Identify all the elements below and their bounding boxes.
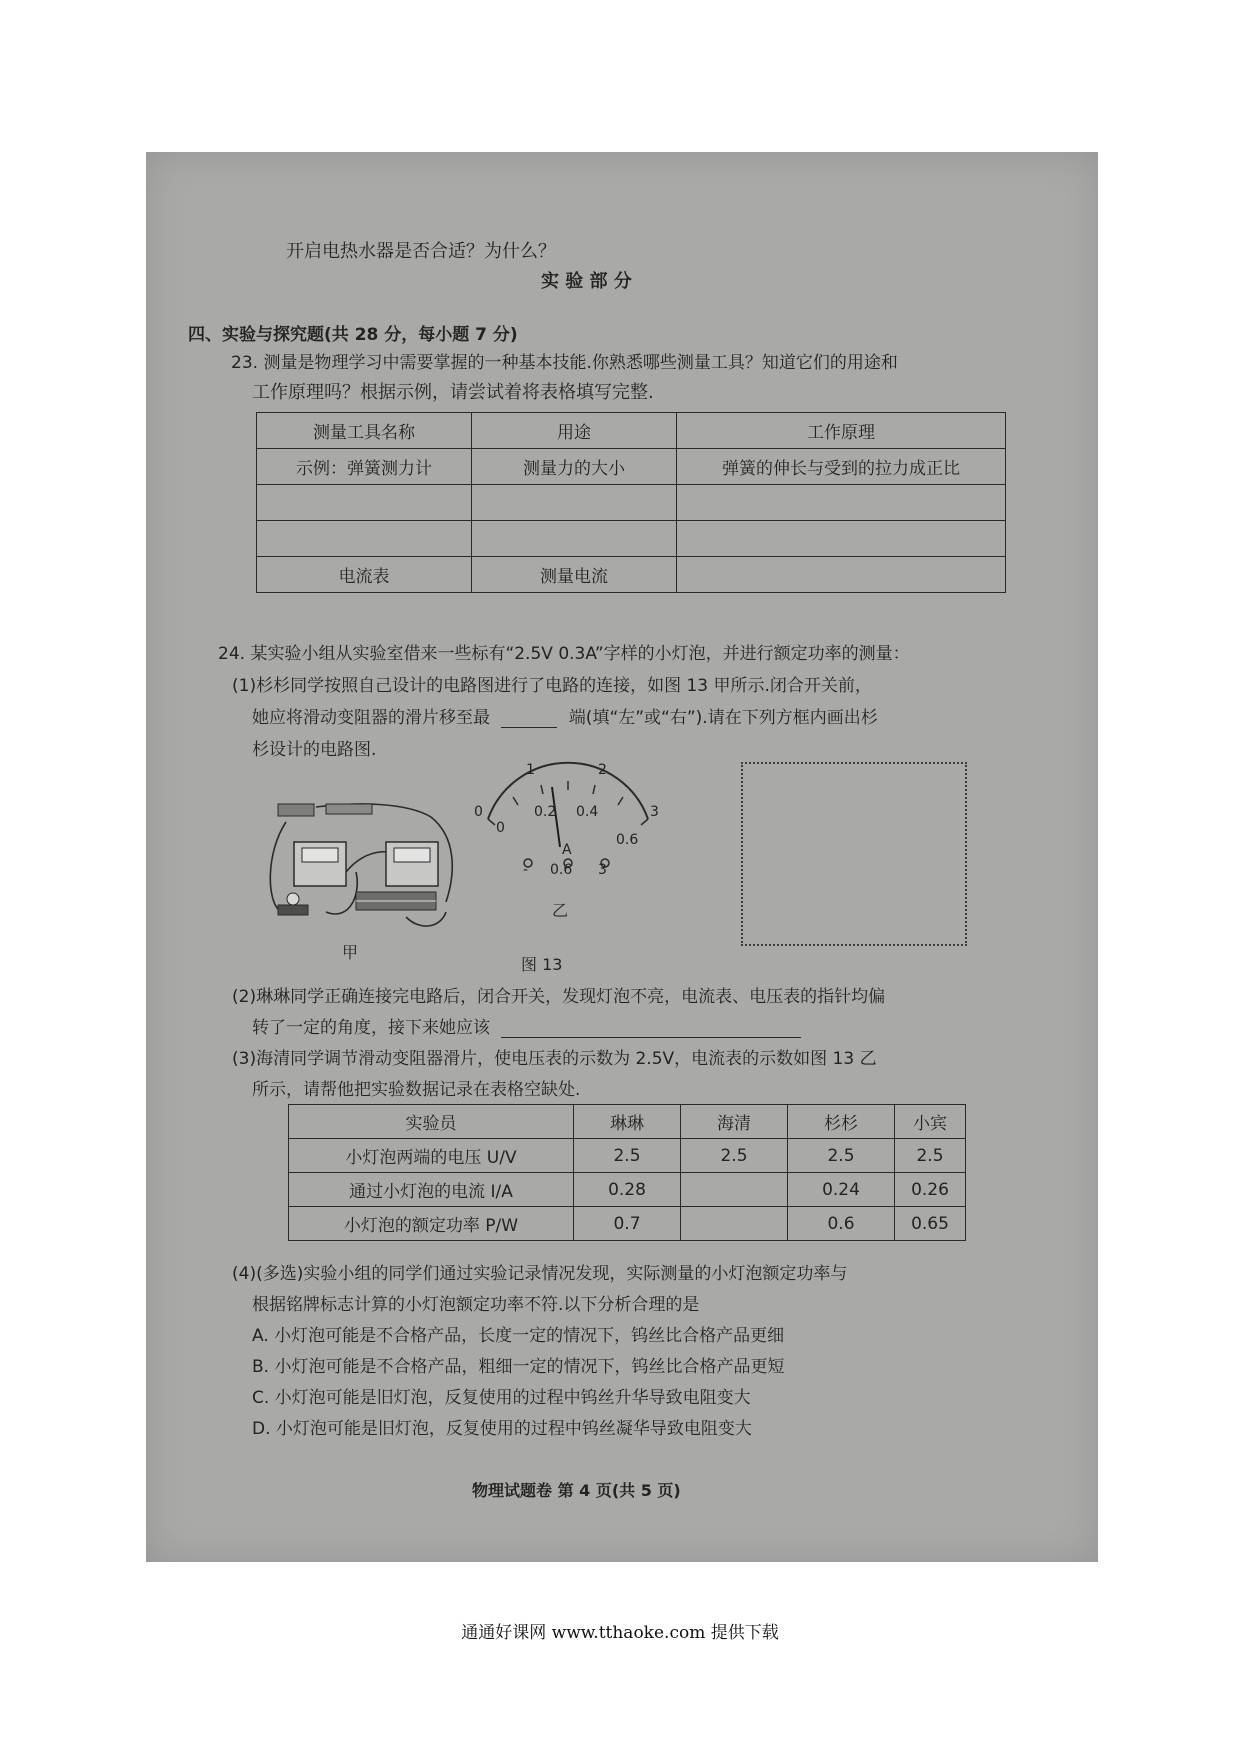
circuit-diagram-jia bbox=[256, 762, 476, 937]
table-cell: 测量电流 bbox=[472, 557, 677, 593]
table-header-cell: 海清 bbox=[681, 1105, 788, 1139]
meter-inner-tick-label: 0.2 bbox=[534, 804, 557, 820]
meter-inner-tick-label: 0.4 bbox=[576, 804, 599, 820]
table-cell: 0.7 bbox=[574, 1207, 681, 1241]
q24-part1-line2 bbox=[252, 703, 878, 728]
figure-label-jia: 甲 bbox=[342, 943, 359, 962]
part2-text: 转了一定的角度，接下来她应该 bbox=[252, 1018, 490, 1038]
table-row-blank bbox=[257, 485, 1006, 521]
table-cell: 电流表 bbox=[257, 557, 472, 593]
q24-part3-line2: 所示，请帮他把实验数据记录在表格空缺处. bbox=[252, 1080, 581, 1100]
q24-part1-line3: 杉设计的电路图. bbox=[252, 740, 377, 760]
q24-intro: 24. 某实验小组从实验室借来一些标有“2.5V 0.3A”字样的小灯泡，并进行额定功率的测量： bbox=[218, 644, 910, 664]
table-header-cell: 用途 bbox=[472, 413, 677, 449]
q24-part3-line1: (3)海清同学调节滑动变阻器滑片，使电压表的示数为 2.5V，电流表的示数如图 13 乙 bbox=[232, 1049, 877, 1069]
section-title: 实 验 部 分 bbox=[541, 271, 632, 292]
table-cell: 0.65 bbox=[895, 1207, 966, 1241]
table-row-blank bbox=[257, 521, 1006, 557]
q24-part4-line1: (4)(多选)实验小组的同学们通过实验记录情况发现，实际测量的小灯泡额定功率与 bbox=[232, 1264, 848, 1284]
experiment-data-table bbox=[288, 1104, 966, 1241]
option-a[interactable]: A. 小灯泡可能是不合格产品，长度一定的情况下，钨丝比合格产品更细 bbox=[252, 1326, 785, 1346]
table-header-row bbox=[289, 1105, 966, 1139]
table-cell-blank-current[interactable] bbox=[681, 1173, 788, 1207]
table-cell: 0.26 bbox=[895, 1173, 966, 1207]
table-cell: 弹簧的伸长与受到的拉力成正比 bbox=[677, 449, 1006, 485]
q24-part2-line1: (2)琳琳同学正确连接完电路后，闭合开关，发现灯泡不亮，电流表、电压表的指针均偏 bbox=[232, 987, 886, 1007]
measurement-tools-table bbox=[256, 412, 1006, 593]
table-cell bbox=[677, 557, 1006, 593]
q23-line2: 工作原理吗？根据示例，请尝试着将表格填写完整. bbox=[252, 382, 654, 403]
meter-terminal-label: 3 bbox=[598, 862, 607, 878]
part1-text-b: 端(填“左”或“右”).请在下列方框内画出杉 bbox=[568, 708, 878, 728]
meter-terminal-label: - bbox=[523, 862, 529, 878]
answer-blank-next-step[interactable] bbox=[501, 1037, 801, 1038]
table-header-cell: 琳琳 bbox=[574, 1105, 681, 1139]
table-header-cell: 实验员 bbox=[289, 1105, 574, 1139]
table-cell: 2.5 bbox=[895, 1139, 966, 1173]
answer-blank-direction[interactable] bbox=[501, 727, 557, 728]
meter-outer-tick-label: 2 bbox=[598, 762, 607, 778]
table-cell: 示例：弹簧测力计 bbox=[257, 449, 472, 485]
table-row bbox=[289, 1173, 966, 1207]
meter-terminal-label: 0.6 bbox=[550, 862, 573, 878]
meter-inner-tick-label: 0.6 bbox=[616, 832, 639, 848]
table-row bbox=[257, 557, 1006, 593]
q24-part4-line2: 根据铭牌标志计算的小灯泡额定功率不符.以下分析合理的是 bbox=[252, 1295, 700, 1315]
table-header-cell: 杉杉 bbox=[788, 1105, 895, 1139]
table-cell: 0.24 bbox=[788, 1173, 895, 1207]
table-row bbox=[257, 449, 1006, 485]
part1-text-a: 她应将滑动变阻器的滑片移至最 bbox=[252, 708, 490, 728]
table-header-cell: 工作原理 bbox=[677, 413, 1006, 449]
table-cell: 小灯泡的额定功率 P/W bbox=[289, 1207, 574, 1241]
figure-label-yi: 乙 bbox=[552, 901, 569, 920]
q24-part1-line1: (1)杉杉同学按照自己设计的电路图进行了电路的连接，如图 13 甲所示.闭合开关前， bbox=[232, 676, 872, 696]
table-header-row bbox=[257, 413, 1006, 449]
meter-outer-tick-label: 0 bbox=[474, 804, 483, 820]
carryover-question-line: 开启电热水器是否合适？为什么？ bbox=[286, 241, 556, 262]
table-row bbox=[289, 1139, 966, 1173]
part-heading: 四、实验与探究题(共 28 分，每小题 7 分) bbox=[188, 325, 518, 345]
table-cell: 2.5 bbox=[788, 1139, 895, 1173]
exam-page-photo bbox=[146, 152, 1098, 1562]
table-row bbox=[289, 1207, 966, 1241]
q23-line1: 23. 测量是物理学习中需要掌握的一种基本技能.你熟悉哪些测量工具？知道它们的用途和 bbox=[231, 353, 898, 373]
table-cell: 测量力的大小 bbox=[472, 449, 677, 485]
download-footer: 通通好课网 www.tthaoke.com 提供下载 bbox=[461, 1623, 779, 1643]
meter-inner-tick-label: 0 bbox=[496, 820, 505, 836]
table-cell: 0.6 bbox=[788, 1207, 895, 1241]
table-header-cell: 小宾 bbox=[895, 1105, 966, 1139]
option-c[interactable]: C. 小灯泡可能是旧灯泡，反复使用的过程中钨丝升华导致电阻变大 bbox=[252, 1388, 751, 1408]
meter-outer-tick-label: 3 bbox=[650, 804, 659, 820]
table-cell: 通过小灯泡的电流 I/A bbox=[289, 1173, 574, 1207]
figure-caption: 图 13 bbox=[521, 955, 563, 974]
table-cell-blank-power[interactable] bbox=[681, 1207, 788, 1241]
meter-outer-tick-label: 1 bbox=[526, 762, 535, 778]
page-footer: 物理试题卷 第 4 页(共 5 页) bbox=[472, 1481, 681, 1500]
table-header-cell: 测量工具名称 bbox=[257, 413, 472, 449]
table-cell: 2.5 bbox=[574, 1139, 681, 1173]
table-cell: 2.5 bbox=[681, 1139, 788, 1173]
option-d[interactable]: D. 小灯泡可能是旧灯泡，反复使用的过程中钨丝凝华导致电阻变大 bbox=[252, 1419, 752, 1439]
table-cell: 小灯泡两端的电压 U/V bbox=[289, 1139, 574, 1173]
q24-part2-line2 bbox=[252, 1013, 801, 1038]
circuit-drawing-answer-box[interactable] bbox=[741, 762, 967, 946]
table-cell: 0.28 bbox=[574, 1173, 681, 1207]
meter-unit-label: A bbox=[562, 842, 572, 858]
option-b[interactable]: B. 小灯泡可能是不合格产品，粗细一定的情况下，钨丝比合格产品更短 bbox=[252, 1357, 785, 1377]
